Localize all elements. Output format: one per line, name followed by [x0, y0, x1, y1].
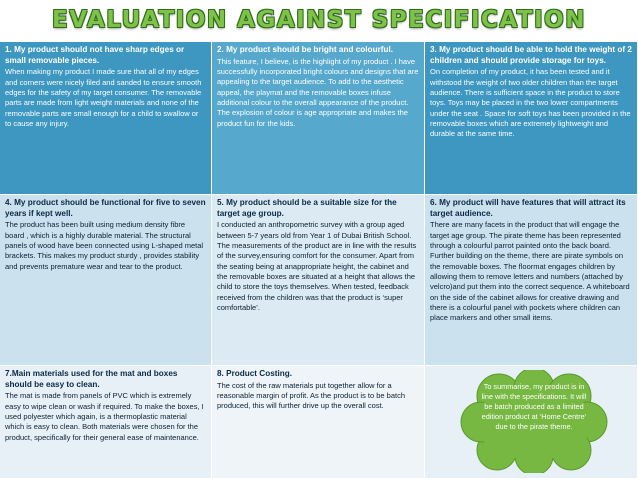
summary-cloud — [459, 370, 609, 473]
spec-body-5: I conducted an anthropometric survey with a group aged between 5-7 years old from Year 1 of Dubai British School. The measurements of the product are in line with the results of the survey,ensuring comfort for the consumer. Apart from the seating being at anappropriate height, the cabinet and the removable boxes are situated at a height that allows the child to store the toys themselves. When tested, feedback received from the children was that the product is ‘super comfortable’. — [217, 220, 417, 313]
spec-cell-6 — [425, 195, 638, 366]
spec-cell-7 — [0, 366, 212, 479]
spec-body-8: The cost of the raw materials put together allow for a reasonable margin of profit. As the product is to be batch produced, this will further drive up the overall cost. — [217, 380, 406, 411]
spec-heading-1: 1. My product should not have sharp edges or small removable pieces. — [5, 45, 185, 65]
spec-body-3: On completion of my product, it has been tested and it withstood the weight of two older children than the target audience. There is sufficient space in the product to store toys. Toys may be placed in the two lower compartments under the seat . Space for soft toys has been provided in the removable boxes which are extremely lightweight and durable at the same time. — [430, 67, 631, 139]
spec-heading-3: 3. My product should be able to hold the weight of 2 children and should provide storage for toys. — [430, 45, 632, 65]
spec-body-4: The product has been built using medium density fibre board , which is a highly durable material. The structural panels of wood have been connected using L-shaped metal brackets. This makes my product sturdy , provides stability and prevents premature wear and tear to the product. — [5, 220, 204, 271]
spec-cell-8 — [212, 366, 425, 479]
spec-heading-2: 2. My product should be bright and colourful. — [217, 45, 394, 54]
specification-table — [0, 42, 638, 479]
spec-heading-8: 8. Product Costing. — [217, 369, 293, 378]
spec-cell-5 — [212, 195, 425, 366]
page-title: EVALUATION AGAINST SPECIFICATION — [52, 7, 586, 33]
summary-text: To summarise, my product is in line with the specifications. It will be batch produced as a limited edition product at ‘Home Centre’ due to the pirate theme. — [481, 382, 587, 431]
spec-heading-5: 5. My product should be a suitable size for the target age group. — [217, 198, 397, 218]
spec-cell-4 — [0, 195, 212, 366]
spec-body-1: When making my product I made sure that all of my edges and corners were nicely filed and sanded to ensure smooth edges for the safety of my target consumer. The removable parts are made from light weight materials and none of the removable parts are small enough for a child to swallow or to cause any injury. — [5, 67, 202, 129]
spec-body-6: There are many facets in the product that will engage the target age group. The pirate theme has been represented through a colourful parrot painted onto the back board. Further building on the theme, there are pirate symbols on the removable boxes. The floormat engages children by allowing them to remove letters and numbers (attached by velcro)and put them into the correct sequence. A whiteboard on the side of the cabinet allows for creative drawing and there is a colourful panel with pockets where children can place markers and other small items. — [430, 220, 630, 323]
spec-cell-1 — [0, 42, 212, 195]
spec-heading-7: 7.Main materials used for the mat and boxes should be easy to clean. — [5, 369, 178, 389]
spec-body-2: This feature, I believe, is the highlight of my product . I have successfully incorporated bright colours and designs that are appealing to the target audience. To add to the aesthetic appeal, the playmat and the removable boxes infuse additional colour to the overall appearance of the product. The explosion of colour is age appropriate and makes the product fun for the kids. — [217, 56, 419, 128]
spec-heading-6: 6. My product will have features that will attract its target audience. — [430, 198, 626, 218]
summary-cell — [425, 366, 638, 479]
spec-body-7: The mat is made from panels of PVC which is extremely easy to wipe clean or wash if required. To make the boxes, I used polyester which again, is a thermoplastic material which is easy to clean. Both materials were chosen for the product, specifically for their general ease of maintenance. — [5, 391, 204, 442]
spec-cell-3 — [425, 42, 638, 195]
spec-heading-4: 4. My product should be functional for five to seven years if kept well. — [5, 198, 206, 218]
spec-cell-2 — [212, 42, 425, 195]
